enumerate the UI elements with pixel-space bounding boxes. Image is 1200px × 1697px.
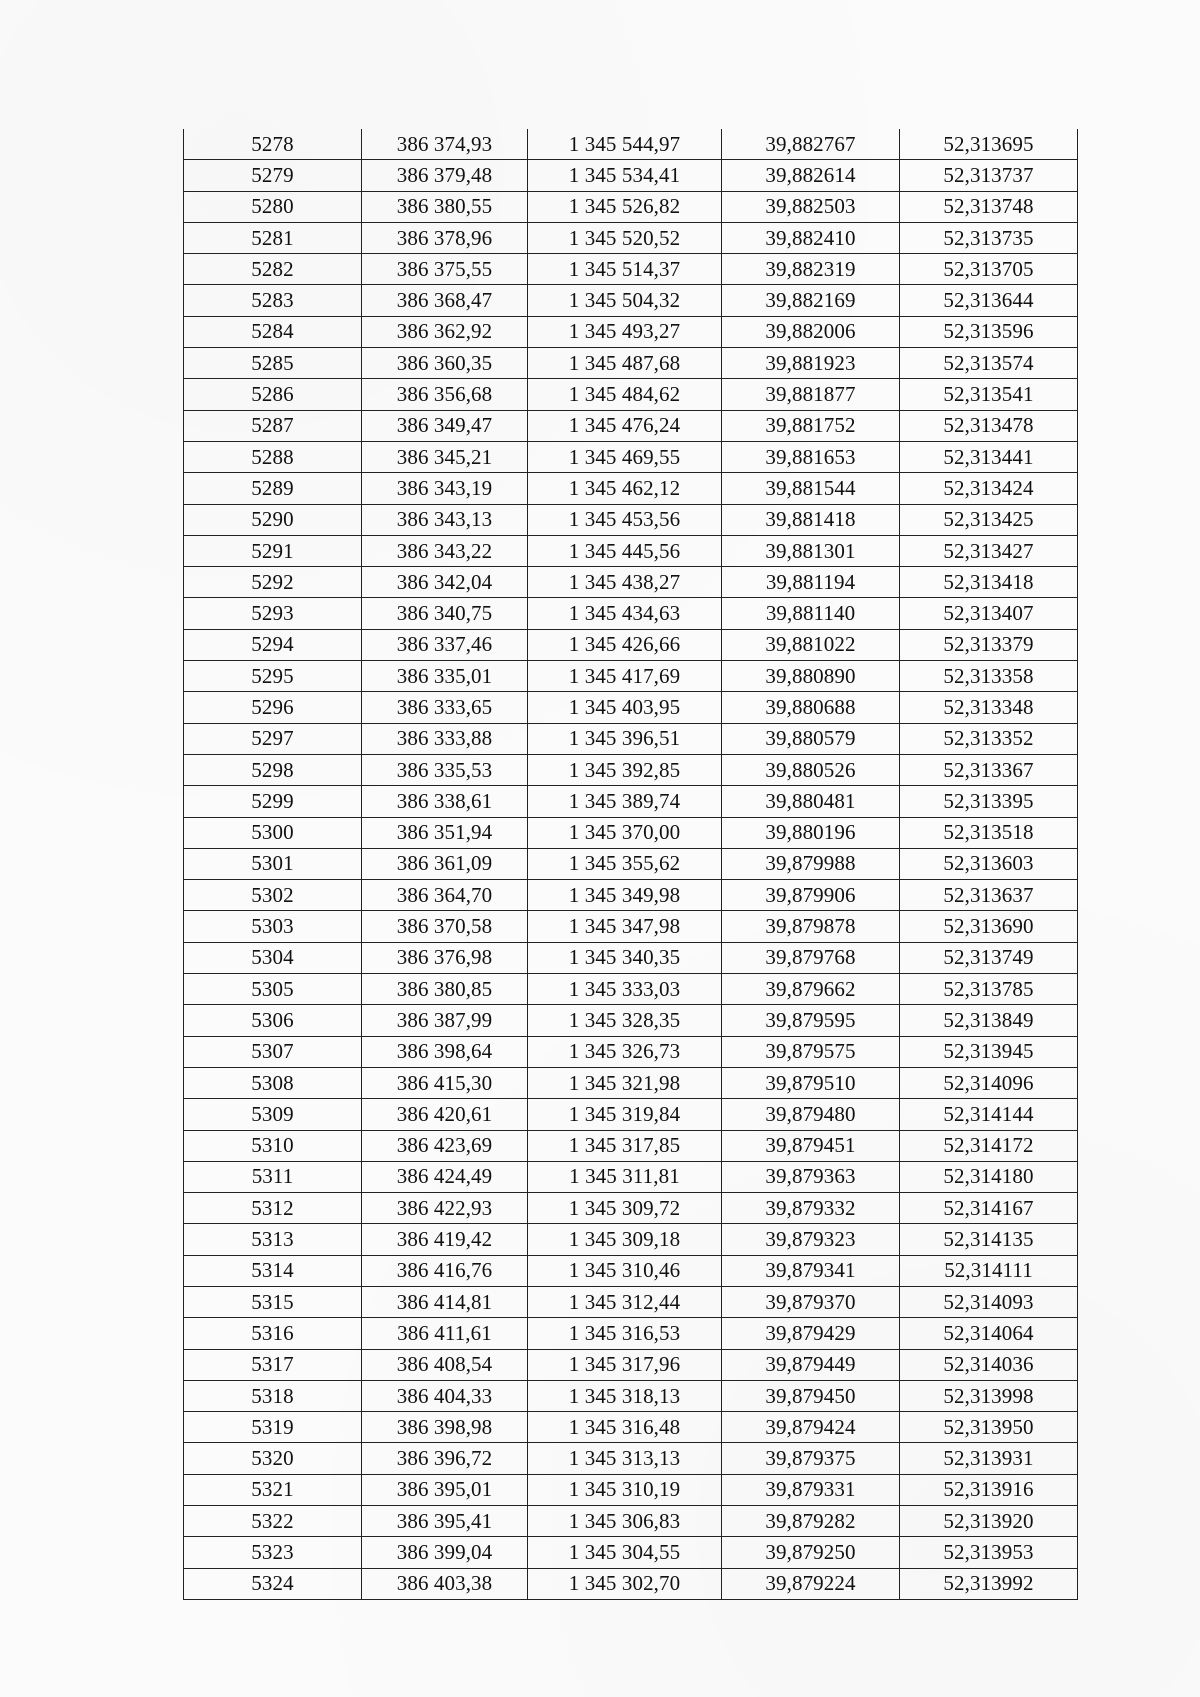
latitude-cell: 52,313348 xyxy=(900,692,1078,723)
x-coordinate-cell: 386 345,21 xyxy=(362,441,528,472)
table-row xyxy=(184,1067,1078,1098)
x-coordinate-cell: 386 380,55 xyxy=(362,191,528,222)
x-coordinate-cell: 386 399,04 xyxy=(362,1537,528,1568)
longitude-cell: 39,879363 xyxy=(722,1161,900,1192)
longitude-cell: 39,879575 xyxy=(722,1036,900,1067)
longitude-cell: 39,879906 xyxy=(722,880,900,911)
latitude-cell: 52,313358 xyxy=(900,661,1078,692)
table-row xyxy=(184,942,1078,973)
x-coordinate-cell: 386 351,94 xyxy=(362,817,528,848)
point-number-cell: 5280 xyxy=(184,191,362,222)
x-coordinate-cell: 386 424,49 xyxy=(362,1161,528,1192)
point-number-cell: 5302 xyxy=(184,880,362,911)
longitude-cell: 39,881301 xyxy=(722,535,900,566)
longitude-cell: 39,880890 xyxy=(722,661,900,692)
latitude-cell: 52,313418 xyxy=(900,567,1078,598)
y-coordinate-cell: 1 345 328,35 xyxy=(528,1005,722,1036)
y-coordinate-cell: 1 345 544,97 xyxy=(528,129,722,160)
y-coordinate-cell: 1 345 311,81 xyxy=(528,1161,722,1192)
latitude-cell: 52,313427 xyxy=(900,535,1078,566)
longitude-cell: 39,879250 xyxy=(722,1537,900,1568)
point-number-cell: 5312 xyxy=(184,1193,362,1224)
point-number-cell: 5281 xyxy=(184,222,362,253)
latitude-cell: 52,313916 xyxy=(900,1474,1078,1505)
table-row xyxy=(184,911,1078,942)
x-coordinate-cell: 386 343,13 xyxy=(362,504,528,535)
x-coordinate-cell: 386 374,93 xyxy=(362,129,528,160)
x-coordinate-cell: 386 333,88 xyxy=(362,723,528,754)
y-coordinate-cell: 1 345 438,27 xyxy=(528,567,722,598)
latitude-cell: 52,314064 xyxy=(900,1318,1078,1349)
x-coordinate-cell: 386 368,47 xyxy=(362,285,528,316)
y-coordinate-cell: 1 345 309,18 xyxy=(528,1224,722,1255)
longitude-cell: 39,879449 xyxy=(722,1349,900,1380)
point-number-cell: 5309 xyxy=(184,1099,362,1130)
y-coordinate-cell: 1 345 309,72 xyxy=(528,1193,722,1224)
latitude-cell: 52,314135 xyxy=(900,1224,1078,1255)
table-row xyxy=(184,410,1078,441)
latitude-cell: 52,314096 xyxy=(900,1067,1078,1098)
longitude-cell: 39,882410 xyxy=(722,222,900,253)
y-coordinate-cell: 1 345 484,62 xyxy=(528,379,722,410)
point-number-cell: 5322 xyxy=(184,1506,362,1537)
latitude-cell: 52,313953 xyxy=(900,1537,1078,1568)
point-number-cell: 5285 xyxy=(184,348,362,379)
longitude-cell: 39,879375 xyxy=(722,1443,900,1474)
latitude-cell: 52,313367 xyxy=(900,754,1078,785)
point-number-cell: 5298 xyxy=(184,754,362,785)
y-coordinate-cell: 1 345 476,24 xyxy=(528,410,722,441)
point-number-cell: 5292 xyxy=(184,567,362,598)
x-coordinate-cell: 386 398,98 xyxy=(362,1412,528,1443)
table-row xyxy=(184,786,1078,817)
longitude-cell: 39,880196 xyxy=(722,817,900,848)
table-row xyxy=(184,567,1078,598)
latitude-cell: 52,313849 xyxy=(900,1005,1078,1036)
table-row xyxy=(184,1005,1078,1036)
longitude-cell: 39,879323 xyxy=(722,1224,900,1255)
longitude-cell: 39,879341 xyxy=(722,1255,900,1286)
table-row xyxy=(184,1193,1078,1224)
point-number-cell: 5315 xyxy=(184,1286,362,1317)
longitude-cell: 39,879768 xyxy=(722,942,900,973)
table-row xyxy=(184,1224,1078,1255)
longitude-cell: 39,879429 xyxy=(722,1318,900,1349)
y-coordinate-cell: 1 345 340,35 xyxy=(528,942,722,973)
x-coordinate-cell: 386 380,85 xyxy=(362,974,528,1005)
y-coordinate-cell: 1 345 319,84 xyxy=(528,1099,722,1130)
latitude-cell: 52,313690 xyxy=(900,911,1078,942)
y-coordinate-cell: 1 345 534,41 xyxy=(528,160,722,191)
y-coordinate-cell: 1 345 304,55 xyxy=(528,1537,722,1568)
table-row xyxy=(184,441,1078,472)
table-row xyxy=(184,1286,1078,1317)
point-number-cell: 5320 xyxy=(184,1443,362,1474)
table-row xyxy=(184,191,1078,222)
table-row xyxy=(184,817,1078,848)
x-coordinate-cell: 386 335,53 xyxy=(362,754,528,785)
longitude-cell: 39,879510 xyxy=(722,1067,900,1098)
longitude-cell: 39,879282 xyxy=(722,1506,900,1537)
latitude-cell: 52,313518 xyxy=(900,817,1078,848)
table-row xyxy=(184,1318,1078,1349)
point-number-cell: 5296 xyxy=(184,692,362,723)
table-row xyxy=(184,1161,1078,1192)
longitude-cell: 39,879332 xyxy=(722,1193,900,1224)
x-coordinate-cell: 386 403,38 xyxy=(362,1568,528,1599)
y-coordinate-cell: 1 345 302,70 xyxy=(528,1568,722,1599)
point-number-cell: 5304 xyxy=(184,942,362,973)
point-number-cell: 5290 xyxy=(184,504,362,535)
latitude-cell: 52,313749 xyxy=(900,942,1078,973)
longitude-cell: 39,881418 xyxy=(722,504,900,535)
y-coordinate-cell: 1 345 520,52 xyxy=(528,222,722,253)
table-row xyxy=(184,535,1078,566)
latitude-cell: 52,313424 xyxy=(900,473,1078,504)
table-row xyxy=(184,723,1078,754)
latitude-cell: 52,313950 xyxy=(900,1412,1078,1443)
longitude-cell: 39,882006 xyxy=(722,316,900,347)
longitude-cell: 39,881022 xyxy=(722,629,900,660)
point-number-cell: 5306 xyxy=(184,1005,362,1036)
x-coordinate-cell: 386 396,72 xyxy=(362,1443,528,1474)
y-coordinate-cell: 1 345 396,51 xyxy=(528,723,722,754)
y-coordinate-cell: 1 345 504,32 xyxy=(528,285,722,316)
point-number-cell: 5295 xyxy=(184,661,362,692)
point-number-cell: 5297 xyxy=(184,723,362,754)
x-coordinate-cell: 386 338,61 xyxy=(362,786,528,817)
longitude-cell: 39,880579 xyxy=(722,723,900,754)
point-number-cell: 5323 xyxy=(184,1537,362,1568)
longitude-cell: 39,879595 xyxy=(722,1005,900,1036)
table-row xyxy=(184,1130,1078,1161)
longitude-cell: 39,882767 xyxy=(722,129,900,160)
x-coordinate-cell: 386 422,93 xyxy=(362,1193,528,1224)
table-row xyxy=(184,974,1078,1005)
y-coordinate-cell: 1 345 333,03 xyxy=(528,974,722,1005)
y-coordinate-cell: 1 345 493,27 xyxy=(528,316,722,347)
point-number-cell: 5318 xyxy=(184,1380,362,1411)
table-row xyxy=(184,129,1078,160)
longitude-cell: 39,879878 xyxy=(722,911,900,942)
latitude-cell: 52,313574 xyxy=(900,348,1078,379)
point-number-cell: 5310 xyxy=(184,1130,362,1161)
table-row xyxy=(184,661,1078,692)
point-number-cell: 5283 xyxy=(184,285,362,316)
latitude-cell: 52,313407 xyxy=(900,598,1078,629)
point-number-cell: 5299 xyxy=(184,786,362,817)
y-coordinate-cell: 1 345 355,62 xyxy=(528,848,722,879)
x-coordinate-cell: 386 414,81 xyxy=(362,1286,528,1317)
x-coordinate-cell: 386 376,98 xyxy=(362,942,528,973)
latitude-cell: 52,313705 xyxy=(900,254,1078,285)
point-number-cell: 5282 xyxy=(184,254,362,285)
latitude-cell: 52,313920 xyxy=(900,1506,1078,1537)
table-row xyxy=(184,1036,1078,1067)
point-number-cell: 5289 xyxy=(184,473,362,504)
y-coordinate-cell: 1 345 389,74 xyxy=(528,786,722,817)
table-row xyxy=(184,1474,1078,1505)
longitude-cell: 39,879331 xyxy=(722,1474,900,1505)
x-coordinate-cell: 386 356,68 xyxy=(362,379,528,410)
x-coordinate-cell: 386 416,76 xyxy=(362,1255,528,1286)
x-coordinate-cell: 386 360,35 xyxy=(362,348,528,379)
x-coordinate-cell: 386 337,46 xyxy=(362,629,528,660)
x-coordinate-cell: 386 379,48 xyxy=(362,160,528,191)
latitude-cell: 52,313748 xyxy=(900,191,1078,222)
y-coordinate-cell: 1 345 318,13 xyxy=(528,1380,722,1411)
y-coordinate-cell: 1 345 434,63 xyxy=(528,598,722,629)
point-number-cell: 5291 xyxy=(184,535,362,566)
table-row xyxy=(184,285,1078,316)
y-coordinate-cell: 1 345 469,55 xyxy=(528,441,722,472)
latitude-cell: 52,313945 xyxy=(900,1036,1078,1067)
table-row xyxy=(184,504,1078,535)
latitude-cell: 52,313441 xyxy=(900,441,1078,472)
x-coordinate-cell: 386 370,58 xyxy=(362,911,528,942)
point-number-cell: 5278 xyxy=(184,129,362,160)
point-number-cell: 5317 xyxy=(184,1349,362,1380)
y-coordinate-cell: 1 345 316,48 xyxy=(528,1412,722,1443)
x-coordinate-cell: 386 411,61 xyxy=(362,1318,528,1349)
x-coordinate-cell: 386 398,64 xyxy=(362,1036,528,1067)
longitude-cell: 39,879480 xyxy=(722,1099,900,1130)
x-coordinate-cell: 386 343,22 xyxy=(362,535,528,566)
coordinates-table xyxy=(183,129,1078,1600)
longitude-cell: 39,881194 xyxy=(722,567,900,598)
point-number-cell: 5313 xyxy=(184,1224,362,1255)
point-number-cell: 5305 xyxy=(184,974,362,1005)
x-coordinate-cell: 386 361,09 xyxy=(362,848,528,879)
coordinates-table-body xyxy=(184,129,1078,1599)
y-coordinate-cell: 1 345 462,12 xyxy=(528,473,722,504)
y-coordinate-cell: 1 345 310,46 xyxy=(528,1255,722,1286)
x-coordinate-cell: 386 423,69 xyxy=(362,1130,528,1161)
point-number-cell: 5314 xyxy=(184,1255,362,1286)
table-row xyxy=(184,1412,1078,1443)
table-row xyxy=(184,348,1078,379)
longitude-cell: 39,879662 xyxy=(722,974,900,1005)
table-row xyxy=(184,629,1078,660)
x-coordinate-cell: 386 333,65 xyxy=(362,692,528,723)
latitude-cell: 52,314167 xyxy=(900,1193,1078,1224)
point-number-cell: 5301 xyxy=(184,848,362,879)
x-coordinate-cell: 386 387,99 xyxy=(362,1005,528,1036)
y-coordinate-cell: 1 345 426,66 xyxy=(528,629,722,660)
table-row xyxy=(184,598,1078,629)
latitude-cell: 52,313478 xyxy=(900,410,1078,441)
point-number-cell: 5308 xyxy=(184,1067,362,1098)
table-row xyxy=(184,222,1078,253)
longitude-cell: 39,881923 xyxy=(722,348,900,379)
y-coordinate-cell: 1 345 487,68 xyxy=(528,348,722,379)
y-coordinate-cell: 1 345 349,98 xyxy=(528,880,722,911)
latitude-cell: 52,313644 xyxy=(900,285,1078,316)
longitude-cell: 39,881653 xyxy=(722,441,900,472)
table-row xyxy=(184,848,1078,879)
y-coordinate-cell: 1 345 526,82 xyxy=(528,191,722,222)
y-coordinate-cell: 1 345 326,73 xyxy=(528,1036,722,1067)
latitude-cell: 52,313352 xyxy=(900,723,1078,754)
y-coordinate-cell: 1 345 310,19 xyxy=(528,1474,722,1505)
y-coordinate-cell: 1 345 370,00 xyxy=(528,817,722,848)
y-coordinate-cell: 1 345 514,37 xyxy=(528,254,722,285)
y-coordinate-cell: 1 345 312,44 xyxy=(528,1286,722,1317)
table-row xyxy=(184,692,1078,723)
point-number-cell: 5324 xyxy=(184,1568,362,1599)
table-row xyxy=(184,254,1078,285)
latitude-cell: 52,313379 xyxy=(900,629,1078,660)
point-number-cell: 5307 xyxy=(184,1036,362,1067)
x-coordinate-cell: 386 419,42 xyxy=(362,1224,528,1255)
longitude-cell: 39,881544 xyxy=(722,473,900,504)
latitude-cell: 52,313541 xyxy=(900,379,1078,410)
y-coordinate-cell: 1 345 316,53 xyxy=(528,1318,722,1349)
x-coordinate-cell: 386 362,92 xyxy=(362,316,528,347)
point-number-cell: 5288 xyxy=(184,441,362,472)
y-coordinate-cell: 1 345 445,56 xyxy=(528,535,722,566)
x-coordinate-cell: 386 335,01 xyxy=(362,661,528,692)
latitude-cell: 52,314144 xyxy=(900,1099,1078,1130)
point-number-cell: 5287 xyxy=(184,410,362,441)
latitude-cell: 52,313395 xyxy=(900,786,1078,817)
table-row xyxy=(184,1506,1078,1537)
table-row xyxy=(184,1349,1078,1380)
point-number-cell: 5284 xyxy=(184,316,362,347)
table-row xyxy=(184,316,1078,347)
table-row xyxy=(184,379,1078,410)
latitude-cell: 52,314111 xyxy=(900,1255,1078,1286)
latitude-cell: 52,313992 xyxy=(900,1568,1078,1599)
latitude-cell: 52,314036 xyxy=(900,1349,1078,1380)
longitude-cell: 39,881877 xyxy=(722,379,900,410)
longitude-cell: 39,881752 xyxy=(722,410,900,441)
point-number-cell: 5316 xyxy=(184,1318,362,1349)
x-coordinate-cell: 386 340,75 xyxy=(362,598,528,629)
y-coordinate-cell: 1 345 347,98 xyxy=(528,911,722,942)
longitude-cell: 39,882169 xyxy=(722,285,900,316)
longitude-cell: 39,880481 xyxy=(722,786,900,817)
longitude-cell: 39,879450 xyxy=(722,1380,900,1411)
table-row xyxy=(184,1537,1078,1568)
latitude-cell: 52,314172 xyxy=(900,1130,1078,1161)
point-number-cell: 5294 xyxy=(184,629,362,660)
y-coordinate-cell: 1 345 317,96 xyxy=(528,1349,722,1380)
y-coordinate-cell: 1 345 392,85 xyxy=(528,754,722,785)
y-coordinate-cell: 1 345 403,95 xyxy=(528,692,722,723)
y-coordinate-cell: 1 345 321,98 xyxy=(528,1067,722,1098)
longitude-cell: 39,879370 xyxy=(722,1286,900,1317)
point-number-cell: 5293 xyxy=(184,598,362,629)
table-row xyxy=(184,1099,1078,1130)
point-number-cell: 5300 xyxy=(184,817,362,848)
x-coordinate-cell: 386 415,30 xyxy=(362,1067,528,1098)
latitude-cell: 52,313637 xyxy=(900,880,1078,911)
longitude-cell: 39,882614 xyxy=(722,160,900,191)
table-row xyxy=(184,1443,1078,1474)
table-row xyxy=(184,1380,1078,1411)
point-number-cell: 5286 xyxy=(184,379,362,410)
longitude-cell: 39,882319 xyxy=(722,254,900,285)
x-coordinate-cell: 386 395,41 xyxy=(362,1506,528,1537)
latitude-cell: 52,314093 xyxy=(900,1286,1078,1317)
x-coordinate-cell: 386 364,70 xyxy=(362,880,528,911)
longitude-cell: 39,879988 xyxy=(722,848,900,879)
latitude-cell: 52,313931 xyxy=(900,1443,1078,1474)
y-coordinate-cell: 1 345 317,85 xyxy=(528,1130,722,1161)
longitude-cell: 39,880526 xyxy=(722,754,900,785)
latitude-cell: 52,313998 xyxy=(900,1380,1078,1411)
latitude-cell: 52,313695 xyxy=(900,129,1078,160)
x-coordinate-cell: 386 342,04 xyxy=(362,567,528,598)
table-row xyxy=(184,1255,1078,1286)
latitude-cell: 52,313603 xyxy=(900,848,1078,879)
point-number-cell: 5279 xyxy=(184,160,362,191)
latitude-cell: 52,314180 xyxy=(900,1161,1078,1192)
x-coordinate-cell: 386 395,01 xyxy=(362,1474,528,1505)
longitude-cell: 39,882503 xyxy=(722,191,900,222)
y-coordinate-cell: 1 345 417,69 xyxy=(528,661,722,692)
x-coordinate-cell: 386 404,33 xyxy=(362,1380,528,1411)
latitude-cell: 52,313596 xyxy=(900,316,1078,347)
x-coordinate-cell: 386 375,55 xyxy=(362,254,528,285)
latitude-cell: 52,313425 xyxy=(900,504,1078,535)
table-row xyxy=(184,1568,1078,1599)
latitude-cell: 52,313785 xyxy=(900,974,1078,1005)
table-row xyxy=(184,754,1078,785)
x-coordinate-cell: 386 420,61 xyxy=(362,1099,528,1130)
table-row xyxy=(184,473,1078,504)
longitude-cell: 39,879224 xyxy=(722,1568,900,1599)
longitude-cell: 39,879424 xyxy=(722,1412,900,1443)
x-coordinate-cell: 386 349,47 xyxy=(362,410,528,441)
point-number-cell: 5311 xyxy=(184,1161,362,1192)
y-coordinate-cell: 1 345 306,83 xyxy=(528,1506,722,1537)
latitude-cell: 52,313735 xyxy=(900,222,1078,253)
y-coordinate-cell: 1 345 453,56 xyxy=(528,504,722,535)
table-row xyxy=(184,160,1078,191)
x-coordinate-cell: 386 378,96 xyxy=(362,222,528,253)
longitude-cell: 39,880688 xyxy=(722,692,900,723)
point-number-cell: 5321 xyxy=(184,1474,362,1505)
x-coordinate-cell: 386 408,54 xyxy=(362,1349,528,1380)
longitude-cell: 39,881140 xyxy=(722,598,900,629)
x-coordinate-cell: 386 343,19 xyxy=(362,473,528,504)
longitude-cell: 39,879451 xyxy=(722,1130,900,1161)
table-row xyxy=(184,880,1078,911)
y-coordinate-cell: 1 345 313,13 xyxy=(528,1443,722,1474)
latitude-cell: 52,313737 xyxy=(900,160,1078,191)
point-number-cell: 5303 xyxy=(184,911,362,942)
point-number-cell: 5319 xyxy=(184,1412,362,1443)
